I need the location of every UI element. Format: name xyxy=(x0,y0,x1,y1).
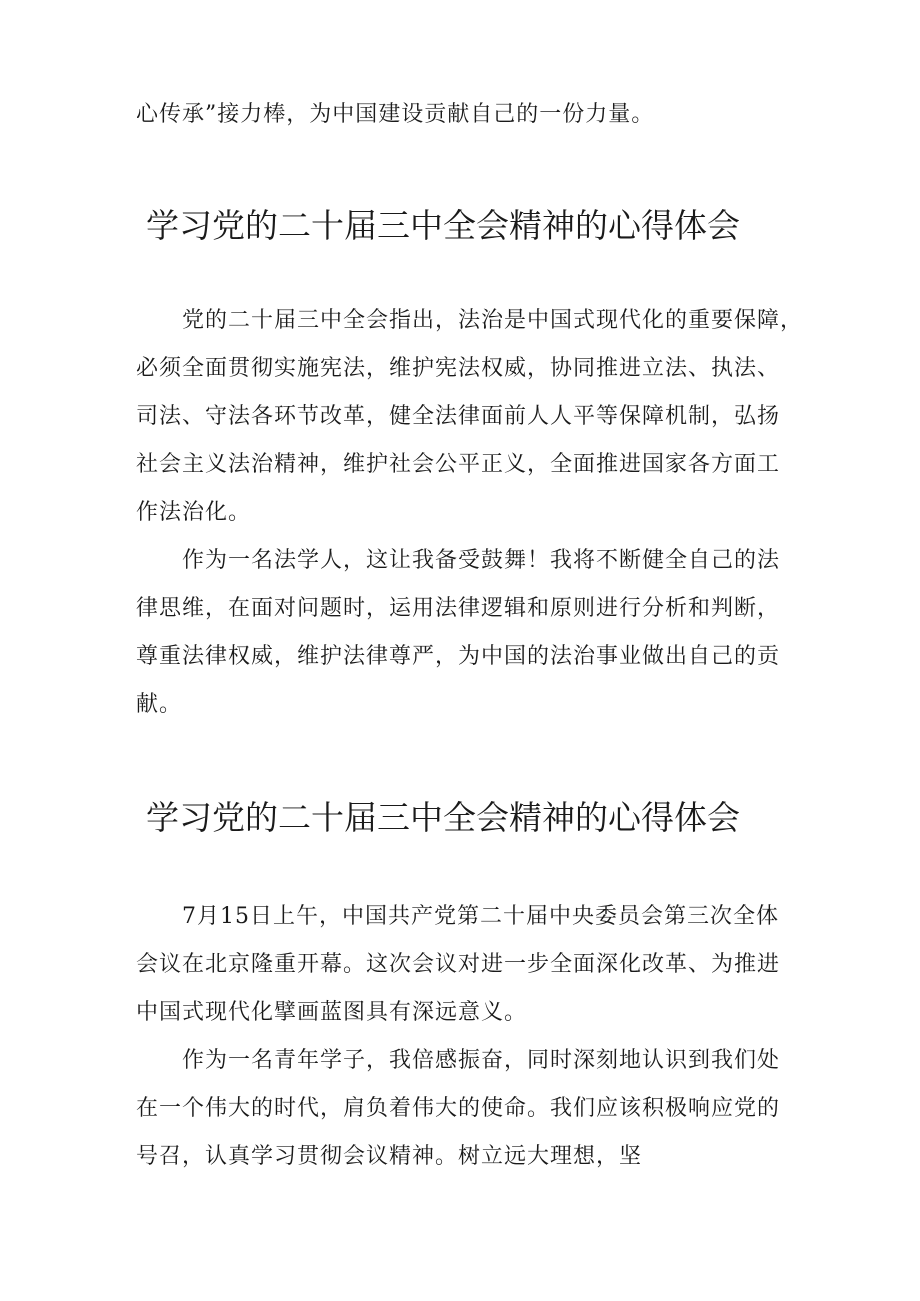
section-2-para-1-line-3: 中国式现代化擘画蓝图具有深远意义。 xyxy=(136,1000,528,1025)
section-1-para-1-line-4: 社会主义法治精神，维护社会公平正义，全面推进国家各方面工 xyxy=(136,452,781,477)
section-1-para-1-line-5: 作法治化。 xyxy=(136,500,252,525)
section-1-para-2-line-2: 律思维，在面对问题时，运用法律逻辑和原则进行分析和判断， xyxy=(136,596,781,621)
section-1-para-2-line-3: 尊重法律权威，维护法律尊严，为中国的法治事业做出自己的贡 xyxy=(136,644,781,669)
section-1-para-1-line-1: 党的二十届三中全会指出，法治是中国式现代化的重要保障， xyxy=(182,308,804,333)
section-2-para-2-line-2: 在一个伟大的时代，肩负着伟大的使命。我们应该积极响应党的 xyxy=(136,1096,781,1121)
section-1-para-1-line-3: 司法、守法各环节改革，健全法律面前人人平等保障机制，弘扬 xyxy=(136,404,781,429)
section-2-para-1-line-2: 会议在北京隆重开幕。这次会议对进一步全面深化改革、为推进 xyxy=(136,952,781,977)
section-2-para-2-line-1: 作为一名青年学子，我倍感振奋，同时深刻地认识到我们处 xyxy=(182,1048,781,1073)
intro-tail-line-1: 心传承”接力棒，为中国建设贡献自己的一份力量。 xyxy=(136,102,655,127)
section-2-heading: 学习党的二十届三中全会精神的心得体会 xyxy=(146,798,740,837)
section-1-para-1-line-2: 必须全面贯彻实施宪法，维护宪法权威，协同推进立法、执法、 xyxy=(136,356,781,381)
section-1-para-2-line-1: 作为一名法学人，这让我备受鼓舞！我将不断健全自己的法 xyxy=(182,548,781,573)
section-2-para-1-line-1: 7月15日上午，中国共产党第二十届中央委员会第三次全体 xyxy=(182,904,779,929)
section-2-para-2-line-3: 号召，认真学习贯彻会议精神。树立远大理想，坚 xyxy=(136,1144,643,1169)
section-1-heading: 学习党的二十届三中全会精神的心得体会 xyxy=(146,206,740,245)
section-1-para-2-line-4: 献。 xyxy=(136,692,183,717)
